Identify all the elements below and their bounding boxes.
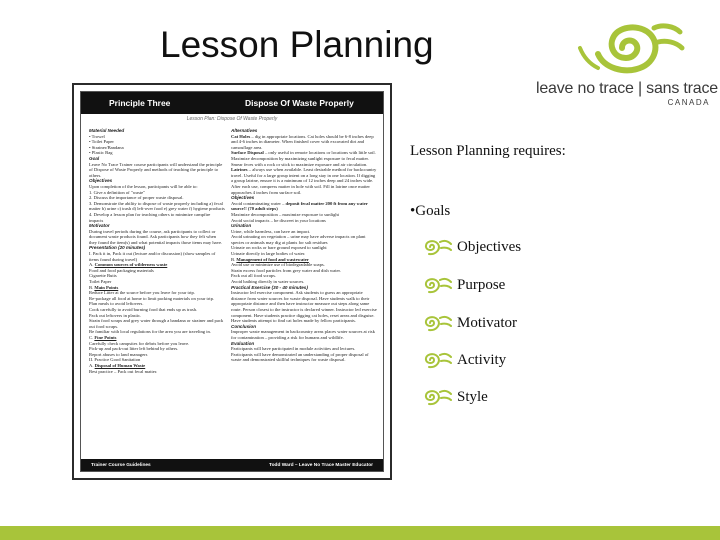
document-text-line: Urination: [231, 223, 252, 229]
swirl-logo-icon: [570, 18, 690, 78]
green-swirl-icon: [420, 349, 452, 371]
document-text-line: During travel periods during the course, ask participants to collect or document waste products found. Ask participants how they felt when they found the item(s) and what potential impacts those items may have.: [89, 228, 223, 245]
document-text-line: A. Common sources of wilderness waste: [89, 262, 168, 268]
document-text-line: Instructor led exercise component. Ask students to guess an appropriate distance from water sources for waste disposal. Have students walk to their appropriate distance and then have instructor measure out steps along same route. Person closest to the instructor is declared winner. Instructor led exercise component. Have students practice digging cat holes, reset areas and disguise. Have students attempt to find cat holes made by fellow participants.: [231, 290, 377, 324]
bullet-style: [420, 386, 640, 410]
document-text-line: Avoid bathing directly in water sources.: [231, 279, 305, 285]
green-swirl-icon: [420, 236, 452, 258]
document-right-column: [231, 128, 377, 446]
document-footer-right: Todd Ward – Leave No Trace Master Educator: [269, 463, 373, 468]
document-text-line: 4. Develop a lesson plan for teaching others to minimize campfire impacts: [89, 211, 211, 223]
document-text-line: Alternatives: [231, 128, 258, 133]
document-header-left: Principle Three: [109, 98, 171, 108]
document-text-line: B. Management of food and wastewater: [231, 256, 309, 262]
document-text-line: Avoid urinating on vegetation – urine may have adverse impacts on plant species or animals may dig at plants for salt residues: [231, 234, 366, 245]
document-text-line: Re-package all food at home to limit packing materials on your trip.: [89, 295, 215, 301]
document-text-line: Strain food scraps and grey water through a bandana or strainer and pack out food scraps.: [89, 318, 224, 329]
document-text-line: Pack out all food scraps.: [231, 273, 277, 279]
bullet-label: Activity: [457, 352, 507, 368]
document-footer-left: Trainer Course Guidelines: [91, 463, 151, 468]
document-text-line: II. Practice Good Sanitation: [89, 357, 141, 363]
document-text-line: Report abuses to land managers: [89, 351, 148, 357]
bullet-activity: [420, 349, 640, 373]
lesson-plan-document: [72, 83, 392, 480]
document-text-line: • Plastic Bag: [89, 150, 113, 156]
document-text-line: 3. Demonstrate the ability to dispose of waste properly including a) fecal matter b) urine c) trash d) left-over food e) grey water f) hygiene products: [89, 200, 225, 212]
document-text-line: Maximize decomposition – maximize exposure to sunlight: [231, 211, 339, 217]
goals-bullet: •Goals: [410, 203, 451, 219]
document-text-line: Leave No Trace Trainer course participants will understand the principle of Dispose of Waste Properly and methods of teaching the principle to others.: [89, 161, 223, 178]
document-text-line: Strain excess food particles from grey water and dish water.: [231, 267, 341, 273]
document-text-line: Objectives: [231, 195, 255, 201]
document-text-line: Participants will have participated in module activities and lectures. Participants will have demonstrated an understanding of proper disposal of waste and demonstrated skillful techniques for waste disposal.: [231, 346, 369, 363]
document-text-line: Avoid use or minimize use of biodegradable soaps.: [231, 262, 325, 268]
bullet-motivator: [420, 312, 640, 336]
document-text-line: Latrines – always use when available. Least desirable method for backcountry travel. Useful for a large group intent on a long stay in one location. If digging a group latrine, ensure it is a minimum of 12 inches deep and 24 inches wide. After each use, compress matter in hole with soil. Fill in latrine once matter approaches 4 inches from surface soil.: [231, 167, 377, 195]
document-text-line: Urinate on rocks or bare ground exposed to sunlight: [231, 245, 327, 251]
document-text-line: Cigarette Butts: [89, 273, 117, 279]
green-swirl-icon: [420, 274, 452, 296]
document-footer: [81, 459, 383, 471]
document-text-line: Surface Disposal – only useful in remote locations or locations with little soil. Maximize decomposition by maximizing sunlight exposure to fecal matter. Smear feces with a rock or stick to maximize exposure and air circulation.: [231, 150, 376, 167]
document-text-line: B. Main Points: [89, 284, 119, 290]
document-text-line: Cook carefully to avoid burning food that ends up as trash.: [89, 307, 198, 312]
bottom-accent-bar: [0, 526, 720, 540]
document-subheader: Lesson Plan: Dispose Of Waste Properly: [186, 116, 278, 122]
document-text-line: Objectives: [89, 178, 113, 184]
page-title: Lesson Planning: [160, 24, 434, 65]
document-text-line: Pick-up and pack-out litter left behind by others.: [89, 346, 179, 352]
bullet-objectives: [420, 236, 640, 260]
document-header-right: Dispose Of Waste Properly: [245, 98, 354, 108]
logo-wordmark: leave no trace | sans trace: [536, 80, 718, 97]
document-text-line: Material Needed: [89, 128, 125, 133]
document-text-line: Carefully check campsites for debris before you leave.: [89, 340, 190, 346]
logo-country: CANADA: [667, 98, 710, 107]
bullet-label: Objectives: [457, 239, 522, 255]
document-header: [81, 92, 383, 114]
document-text-line: Plan meals to avoid leftovers.: [89, 301, 144, 307]
bullet-label: Style: [457, 389, 488, 405]
document-text-line: Reduce Litter at the source before you leave for your trip.: [89, 290, 195, 296]
document-text-line: • Strainer/Bandana: [89, 144, 124, 150]
document-text-line: Upon completion of the lesson, participants will be able to:: [89, 183, 198, 189]
document-text-line: Toilet Paper: [89, 279, 112, 285]
requirements-heading: Lesson Planning requires:: [410, 143, 566, 159]
bullet-purpose: [420, 274, 640, 298]
document-text-line: Presentation (20 minutes): [89, 245, 146, 251]
document-text-line: Conclusion: [231, 323, 257, 329]
document-text-line: • Trowel: [89, 133, 105, 139]
document-text-line: Urine, while harmless, can have an impact.: [231, 228, 311, 234]
document-text-line: Avoid social impacts – be discreet in your locations: [231, 217, 326, 223]
document-text-line: Urinate directly in large bodies of water.: [231, 251, 306, 257]
document-text-line: Evaluation: [231, 340, 255, 346]
document-text-line: Food and food packaging materials: [89, 267, 154, 273]
document-text-line: Avoid contaminating water – deposit fecal matter 200 ft from any water source!! (70 adult steps): [231, 200, 368, 212]
document-text-line: Pack out leftovers in plastic.: [89, 312, 142, 318]
document-text-line: A. Disposal of Human Waste: [89, 362, 146, 368]
bullet-label: Purpose: [457, 277, 506, 293]
document-text-line: Goal: [89, 155, 100, 161]
document-left-column: [89, 128, 225, 446]
document-text-line: Practical Exercise (30 - 40 minutes): [231, 284, 308, 290]
green-swirl-icon: [420, 386, 452, 408]
document-text-line: 2. Discuss the importance of proper waste disposal.: [89, 195, 184, 201]
document-text-line: Improper waste management in backcountry areas places water sources at risk for contamination – providing a risk for humans and wildlife.: [231, 329, 375, 340]
leave-no-trace-logo: [536, 18, 716, 112]
document-text-line: 1. Give a definition of "waste": [89, 189, 146, 195]
document-text-line: • Toilet Paper: [89, 139, 114, 145]
green-swirl-icon: [420, 312, 452, 334]
document-text-line: C. Fine Points: [89, 334, 117, 340]
bullet-label: Motivator: [457, 315, 517, 331]
document-text-line: Motivator: [89, 223, 110, 229]
document-text-line: Be familiar with local regulations for the area you are traveling in.: [89, 329, 211, 335]
document-text-line: Best practice – Pack out fecal matter.: [89, 368, 158, 374]
document-text-line: Cat Holes – dig in appropriate locations. Cat holes should be 6-8 inches deep and 4-6 inches in diameter. When finished cover with excavated dirt and camouflage area.: [231, 133, 374, 150]
document-text-line: I. Pack it in, Pack it out (lecture and/or discussion) (show samples of items found during travel): [89, 251, 216, 262]
